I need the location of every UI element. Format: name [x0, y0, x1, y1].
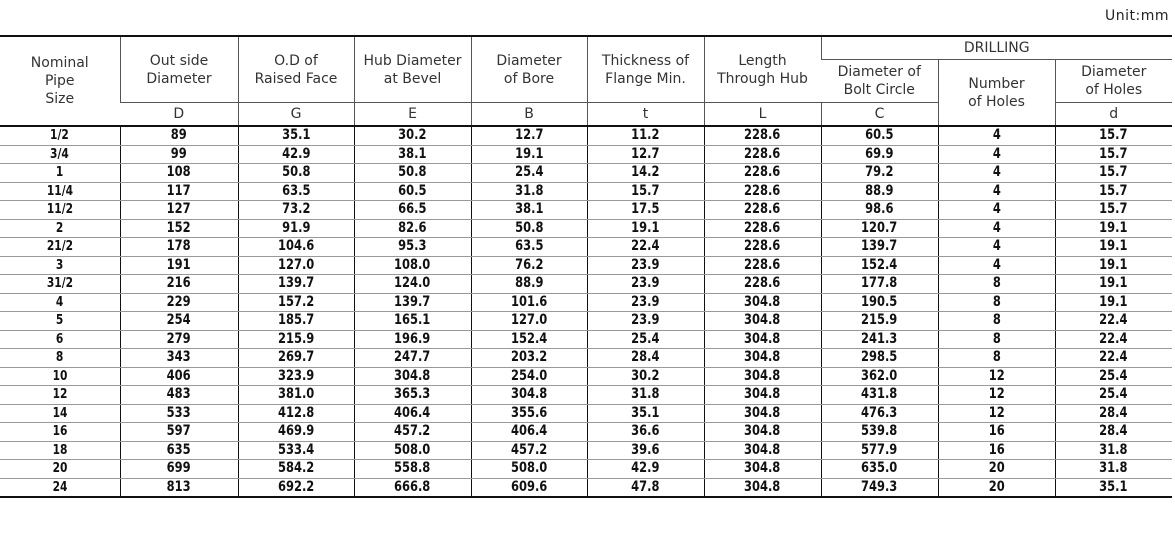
table-cell: 228.6 [704, 219, 821, 238]
table-cell: 108 [120, 164, 238, 183]
table-row [0, 386, 1172, 405]
table-cell: 508.0 [471, 460, 587, 479]
table-cell: 406.4 [471, 423, 587, 442]
table-cell: 8 [938, 293, 1055, 312]
table-cell: 38.1 [354, 145, 471, 164]
table-cell: 304.8 [704, 349, 821, 368]
header-diameter-of-bore: Diameter of Bore [471, 36, 587, 103]
table-cell: 635 [120, 441, 238, 460]
table-cell: 304.8 [704, 441, 821, 460]
pipe-size-cell: 20 [0, 460, 120, 479]
table-cell: 381.0 [238, 386, 354, 405]
table-row [0, 423, 1172, 442]
table-cell: 50.8 [238, 164, 354, 183]
table-cell: 279 [120, 330, 238, 349]
table-cell: 19.1 [1055, 293, 1172, 312]
table-cell: 139.7 [354, 293, 471, 312]
table-row [0, 404, 1172, 423]
table-cell: 73.2 [238, 201, 354, 220]
pipe-size-cell: 2 [0, 219, 120, 238]
table-cell: 31.8 [471, 182, 587, 201]
table-cell: 15.7 [1055, 201, 1172, 220]
symbol-g: G [238, 103, 354, 127]
table-cell: 22.4 [1055, 312, 1172, 331]
table-cell: 12.7 [471, 126, 587, 145]
pipe-size-cell: 8 [0, 349, 120, 368]
table-cell: 558.8 [354, 460, 471, 479]
symbol-d-outside: D [120, 103, 238, 127]
table-cell: 31.8 [587, 386, 704, 405]
table-row [0, 219, 1172, 238]
table-cell: 304.8 [704, 386, 821, 405]
table-cell: 304.8 [354, 367, 471, 386]
table-cell: 4 [938, 164, 1055, 183]
table-cell: 127.0 [471, 312, 587, 331]
table-cell: 457.2 [354, 423, 471, 442]
table-cell: 60.5 [821, 126, 938, 145]
table-cell: 25.4 [471, 164, 587, 183]
table-row [0, 441, 1172, 460]
table-cell: 228.6 [704, 145, 821, 164]
table-cell: 15.7 [587, 182, 704, 201]
pipe-size-cell: 18 [0, 441, 120, 460]
table-cell: 117 [120, 182, 238, 201]
table-cell: 228.6 [704, 256, 821, 275]
table-cell: 12.7 [587, 145, 704, 164]
table-cell: 15.7 [1055, 145, 1172, 164]
table-cell: 362.0 [821, 367, 938, 386]
flange-dimension-table [0, 35, 1172, 498]
table-cell: 88.9 [471, 275, 587, 294]
table-cell: 228.6 [704, 201, 821, 220]
pipe-size-cell: 5 [0, 312, 120, 331]
table-cell: 699 [120, 460, 238, 479]
header-hub-diameter: Hub Diameter at Bevel [354, 36, 471, 103]
table-cell: 666.8 [354, 478, 471, 497]
table-cell: 190.5 [821, 293, 938, 312]
table-cell: 30.2 [354, 126, 471, 145]
table-cell: 304.8 [704, 312, 821, 331]
table-cell: 178 [120, 238, 238, 257]
table-cell: 91.9 [238, 219, 354, 238]
table-cell: 20 [938, 478, 1055, 497]
table-cell: 95.3 [354, 238, 471, 257]
table-cell: 8 [938, 330, 1055, 349]
table-cell: 304.8 [704, 330, 821, 349]
table-cell: 355.6 [471, 404, 587, 423]
table-row [0, 293, 1172, 312]
table-cell: 343 [120, 349, 238, 368]
table-cell: 476.3 [821, 404, 938, 423]
table-row [0, 164, 1172, 183]
table-header [0, 36, 1172, 126]
table-cell: 15.7 [1055, 182, 1172, 201]
table-cell: 50.8 [354, 164, 471, 183]
table-cell: 124.0 [354, 275, 471, 294]
table-cell: 304.8 [704, 367, 821, 386]
table-cell: 120.7 [821, 219, 938, 238]
table-cell: 60.5 [354, 182, 471, 201]
table-cell: 35.1 [1055, 478, 1172, 497]
table-cell: 23.9 [587, 256, 704, 275]
table-cell: 79.2 [821, 164, 938, 183]
table-row [0, 182, 1172, 201]
pipe-size-cell: 24 [0, 478, 120, 497]
table-cell: 533.4 [238, 441, 354, 460]
table-cell: 4 [938, 201, 1055, 220]
symbol-b: B [471, 103, 587, 127]
table-cell: 483 [120, 386, 238, 405]
table-cell: 635.0 [821, 460, 938, 479]
table-cell: 28.4 [1055, 404, 1172, 423]
table-cell: 228.6 [704, 164, 821, 183]
table-cell: 42.9 [587, 460, 704, 479]
table-cell: 323.9 [238, 367, 354, 386]
pipe-size-cell: 3/4 [0, 145, 120, 164]
table-cell: 196.9 [354, 330, 471, 349]
table-cell: 12 [938, 404, 1055, 423]
table-cell: 152.4 [821, 256, 938, 275]
table-cell: 19.1 [587, 219, 704, 238]
table-cell: 228.6 [704, 238, 821, 257]
table-cell: 42.9 [238, 145, 354, 164]
header-flange-thickness: Thickness of Flange Min. [587, 36, 704, 103]
pipe-size-cell: 16 [0, 423, 120, 442]
table-cell: 406 [120, 367, 238, 386]
table-cell: 191 [120, 256, 238, 275]
table-cell: 457.2 [471, 441, 587, 460]
pipe-size-cell: 12 [0, 386, 120, 405]
table-cell: 19.1 [471, 145, 587, 164]
pipe-size-cell: 6 [0, 330, 120, 349]
table-cell: 31.8 [1055, 460, 1172, 479]
table-cell: 216 [120, 275, 238, 294]
table-cell: 692.2 [238, 478, 354, 497]
pipe-size-cell: 3 [0, 256, 120, 275]
table-cell: 152.4 [471, 330, 587, 349]
symbol-e: E [354, 103, 471, 127]
table-cell: 4 [938, 126, 1055, 145]
pipe-size-cell: 1 [0, 164, 120, 183]
table-cell: 152 [120, 219, 238, 238]
table-cell: 584.2 [238, 460, 354, 479]
table-cell: 215.9 [821, 312, 938, 331]
symbol-d-holes: d [1055, 103, 1172, 127]
pipe-size-cell: 11/2 [0, 201, 120, 220]
table-cell: 165.1 [354, 312, 471, 331]
table-cell: 63.5 [471, 238, 587, 257]
table-cell: 8 [938, 312, 1055, 331]
table-cell: 17.5 [587, 201, 704, 220]
table-cell: 104.6 [238, 238, 354, 257]
table-cell: 304.8 [704, 404, 821, 423]
table-cell: 76.2 [471, 256, 587, 275]
table-row [0, 275, 1172, 294]
table-cell: 47.8 [587, 478, 704, 497]
table-cell: 304.8 [704, 423, 821, 442]
table-cell: 23.9 [587, 312, 704, 331]
table-row [0, 145, 1172, 164]
table-cell: 304.8 [704, 460, 821, 479]
table-cell: 50.8 [471, 219, 587, 238]
header-drilling: DRILLING [821, 36, 1172, 60]
table-cell: 12 [938, 386, 1055, 405]
table-row [0, 349, 1172, 368]
table-cell: 203.2 [471, 349, 587, 368]
symbol-l: L [704, 103, 821, 127]
table-cell: 22.4 [1055, 330, 1172, 349]
table-cell: 12 [938, 367, 1055, 386]
table-cell: 28.4 [587, 349, 704, 368]
pipe-size-cell: 4 [0, 293, 120, 312]
table-cell: 15.7 [1055, 126, 1172, 145]
table-cell: 508.0 [354, 441, 471, 460]
table-cell: 609.6 [471, 478, 587, 497]
table-row [0, 478, 1172, 497]
table-cell: 8 [938, 275, 1055, 294]
table-cell: 469.9 [238, 423, 354, 442]
pipe-size-cell: 1/2 [0, 126, 120, 145]
table-cell: 19.1 [1055, 256, 1172, 275]
table-cell: 431.8 [821, 386, 938, 405]
table-cell: 228.6 [704, 126, 821, 145]
table-cell: 139.7 [238, 275, 354, 294]
table-cell: 108.0 [354, 256, 471, 275]
table-cell: 749.3 [821, 478, 938, 497]
table-cell: 577.9 [821, 441, 938, 460]
table-cell: 215.9 [238, 330, 354, 349]
table-cell: 16 [938, 441, 1055, 460]
table-cell: 14.2 [587, 164, 704, 183]
table-row [0, 238, 1172, 257]
pipe-size-cell: 11/4 [0, 182, 120, 201]
table-cell: 4 [938, 238, 1055, 257]
header-bolt-circle: Diameter of Bolt Circle [821, 60, 938, 103]
table-cell: 31.8 [1055, 441, 1172, 460]
table-cell: 4 [938, 145, 1055, 164]
table-cell: 22.4 [587, 238, 704, 257]
table-cell: 539.8 [821, 423, 938, 442]
table-cell: 38.1 [471, 201, 587, 220]
table-cell: 304.8 [704, 293, 821, 312]
table-cell: 365.3 [354, 386, 471, 405]
table-cell: 298.5 [821, 349, 938, 368]
table-body [0, 126, 1172, 497]
table-cell: 597 [120, 423, 238, 442]
table-cell: 35.1 [587, 404, 704, 423]
header-od-raised-face: O.D of Raised Face [238, 36, 354, 103]
table-cell: 11.2 [587, 126, 704, 145]
header-diameter-of-holes: Diameter of Holes [1055, 60, 1172, 103]
symbol-c: C [821, 103, 938, 127]
table-cell: 25.4 [587, 330, 704, 349]
table-cell: 39.6 [587, 441, 704, 460]
table-cell: 269.7 [238, 349, 354, 368]
table-cell: 241.3 [821, 330, 938, 349]
table-cell: 16 [938, 423, 1055, 442]
table-cell: 157.2 [238, 293, 354, 312]
table-cell: 88.9 [821, 182, 938, 201]
pipe-size-cell: 10 [0, 367, 120, 386]
table-cell: 304.8 [704, 478, 821, 497]
table-cell: 82.6 [354, 219, 471, 238]
table-cell: 254.0 [471, 367, 587, 386]
table-row [0, 460, 1172, 479]
table-cell: 247.7 [354, 349, 471, 368]
table-cell: 15.7 [1055, 164, 1172, 183]
table-cell: 25.4 [1055, 367, 1172, 386]
table-row [0, 330, 1172, 349]
table-row [0, 367, 1172, 386]
table-row [0, 312, 1172, 331]
table-cell: 19.1 [1055, 219, 1172, 238]
table-cell: 4 [938, 256, 1055, 275]
table-cell: 813 [120, 478, 238, 497]
table-cell: 229 [120, 293, 238, 312]
header-length-through-hub: Length Through Hub [704, 36, 821, 103]
table-cell: 89 [120, 126, 238, 145]
table-cell: 101.6 [471, 293, 587, 312]
table-cell: 35.1 [238, 126, 354, 145]
table-cell: 4 [938, 219, 1055, 238]
header-number-of-holes: Number of Holes [938, 60, 1055, 127]
table-cell: 36.6 [587, 423, 704, 442]
table-cell: 185.7 [238, 312, 354, 331]
table-row [0, 126, 1172, 145]
table-cell: 63.5 [238, 182, 354, 201]
unit-label: Unit:mm [1105, 8, 1169, 24]
table-cell: 20 [938, 460, 1055, 479]
table-row [0, 201, 1172, 220]
table-cell: 25.4 [1055, 386, 1172, 405]
pipe-size-cell: 31/2 [0, 275, 120, 294]
symbol-t: t [587, 103, 704, 127]
table-cell: 139.7 [821, 238, 938, 257]
table-cell: 98.6 [821, 201, 938, 220]
table-cell: 177.8 [821, 275, 938, 294]
table-cell: 19.1 [1055, 238, 1172, 257]
table-cell: 69.9 [821, 145, 938, 164]
table-cell: 406.4 [354, 404, 471, 423]
header-outside-diameter: Out side Diameter [120, 36, 238, 103]
table-cell: 533 [120, 404, 238, 423]
pipe-size-cell: 14 [0, 404, 120, 423]
table-cell: 4 [938, 182, 1055, 201]
table-cell: 228.6 [704, 275, 821, 294]
table-cell: 23.9 [587, 293, 704, 312]
table-cell: 99 [120, 145, 238, 164]
table-cell: 127 [120, 201, 238, 220]
table-cell: 8 [938, 349, 1055, 368]
pipe-size-cell: 21/2 [0, 238, 120, 257]
table-cell: 412.8 [238, 404, 354, 423]
table-cell: 28.4 [1055, 423, 1172, 442]
table-cell: 228.6 [704, 182, 821, 201]
table-cell: 19.1 [1055, 275, 1172, 294]
table-cell: 254 [120, 312, 238, 331]
table-cell: 66.5 [354, 201, 471, 220]
table-row [0, 256, 1172, 275]
header-nominal-pipe-size: Nominal Pipe Size [0, 36, 120, 126]
table-cell: 30.2 [587, 367, 704, 386]
table-cell: 23.9 [587, 275, 704, 294]
table-cell: 304.8 [471, 386, 587, 405]
table-cell: 22.4 [1055, 349, 1172, 368]
table-cell: 127.0 [238, 256, 354, 275]
